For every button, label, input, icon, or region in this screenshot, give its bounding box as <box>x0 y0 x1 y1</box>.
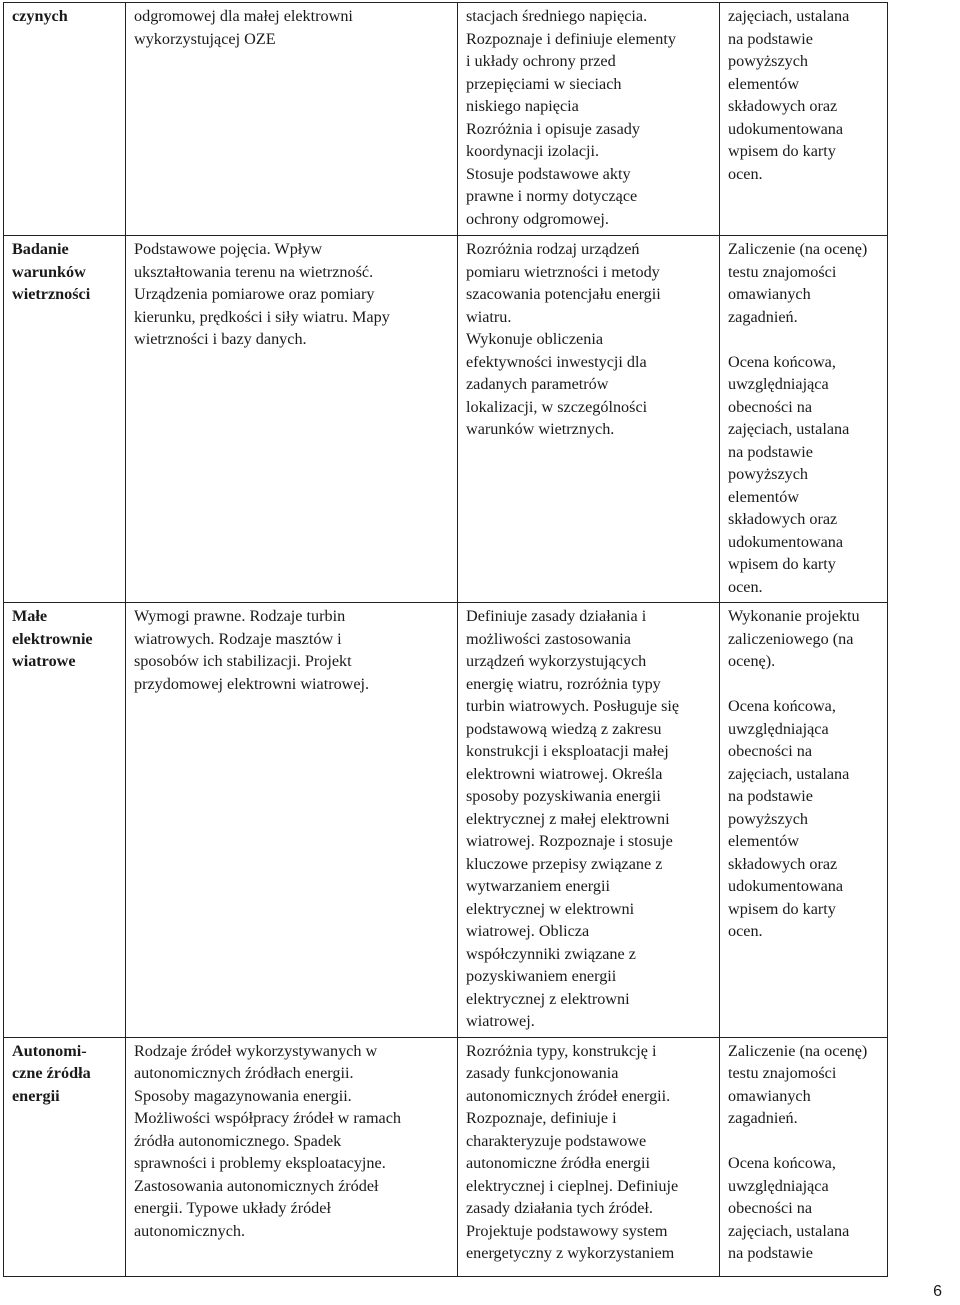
outcomes-cell <box>458 236 720 603</box>
outcomes-text: Definiuje zasady działania i możliwości zastosowania urządzeń wykorzystujących energię wiatru, rozróżnia typy turbin wiatrowych. Posługuje się podstawową wiedzą z zakresu konstrukcji i eksploatacji małej elektrowni wiatrowej. Określa sposoby pozyskiwania energii elektrycznej z małej elektrowni wiatrowej. Rozpoznaje i stosuje kluczowe przepisy związane z wytwarzaniem energii elektrycznej w elektrowni wiatrowej. Oblicza współczynniki związane z pozyskiwaniem energii elektrycznej z elektrowni wiatrowej. <box>466 607 680 1030</box>
page-number: 6 <box>933 1283 942 1300</box>
content-text: Rodzaje źródeł wykorzystywanych w autonomicznych źródłach energii. Sposoby magazynowania energii. Możliwości współpracy źródeł w ramach źródła autonomicznego. Spadek sprawności i problemy eksploatacyjne. Zastosowania autonomicznych źródeł energii. Typowe układy źródeł autonomicznych. <box>134 1041 402 1240</box>
topic-label: czynych <box>12 7 68 25</box>
table-row <box>4 1037 959 1276</box>
assessment-text: Wykonanie projektu zaliczeniowego (na ocenę). <box>728 607 860 670</box>
topic-label: Autonomi- czne źródła energii <box>12 1041 91 1105</box>
outcomes-text: stacjach średniego napięcia. Rozpoznaje i definiuje elementy i układy ochrony przed przepięciami w sieciach niskiego napięcia Rozróżnia i opisuje zasady koordynacji izolacji. Stosuje podstawowe akty prawne i normy dotyczące ochrony odgromowej. <box>466 7 676 228</box>
assessment-text: zajęciach, ustalana na podstawie powyższych elementów składowych oraz udokumentowana wpisem do karty ocen. <box>728 7 850 183</box>
content-cell <box>126 236 458 603</box>
topic-cell <box>4 3 126 236</box>
assessment-final-text: Ocena końcowa, uwzględniająca obecności na zajęciach, ustalana na podstawie powyższych elementów składowych oraz udokumentowana wpisem do karty ocen. <box>728 697 850 940</box>
content-cell <box>126 3 458 236</box>
outcomes-text: Rozróżnia typy, konstrukcję i zasady funkcjonowania autonomicznych źródeł energii. Rozpoznaje, definiuje i charakteryzuje podstawowe autonomiczne źródła energii elektrycznej i cieplnej. Definiuje zasady działania tych źródeł. Projektuje podstawowy system energetyczny z wykorzystaniem <box>466 1041 679 1262</box>
table-row <box>4 236 959 603</box>
assessment-final-text: Ocena końcowa, uwzględniająca obecności na zajęciach, ustalana na podstawie <box>728 1154 850 1262</box>
assessment-cell <box>720 1037 888 1276</box>
outcomes-cell <box>458 3 720 236</box>
table-row <box>4 603 959 1038</box>
assessment-text: Zaliczenie (na ocenę) testu znajomości omawianych zagadnień. <box>728 240 868 326</box>
assessment-cell <box>720 603 888 1038</box>
content-text: odgromowej dla małej elektrowni wykorzystującej OZE <box>134 7 353 48</box>
topic-cell <box>4 603 126 1038</box>
topic-cell <box>4 236 126 603</box>
content-text: Podstawowe pojęcia. Wpływ ukształtowania terenu na wietrzność. Urządzenia pomiarowe oraz pomiary kierunku, prędkości i siły wiatru. Mapy wietrzności i bazy danych. <box>134 240 390 348</box>
content-cell <box>126 603 458 1038</box>
table-row <box>4 3 959 236</box>
outcomes-text: Rozróżnia rodzaj urządzeń pomiaru wietrzności i metody szacowania potencjału energii wiatru. Wykonuje obliczenia efektywności inwestycji dla zadanych parametrów lokalizacji, w szczególności warunków wietrznych. <box>466 240 661 438</box>
outcomes-cell <box>458 1037 720 1276</box>
assessment-text: Zaliczenie (na ocenę) testu znajomości omawianych zagadnień. <box>728 1041 868 1127</box>
topic-label: Badanie warunków wietrzności <box>12 240 91 303</box>
topic-cell <box>4 1037 126 1276</box>
assessment-final-text: Ocena końcowa, uwzględniająca obecności na zajęciach, ustalana na podstawie powyższych elementów składowych oraz udokumentowana wpisem do karty ocen. <box>728 352 850 596</box>
outcomes-cell <box>458 603 720 1038</box>
assessment-cell <box>720 236 888 603</box>
content-text: Wymogi prawne. Rodzaje turbin wiatrowych. Rodzaje masztów i sposobów ich stabilizacji. Projekt przydomowej elektrowni wiatrowej. <box>134 607 370 693</box>
content-cell <box>126 1037 458 1276</box>
syllabus-table <box>3 2 959 1277</box>
assessment-cell <box>720 3 888 236</box>
topic-label: Małe elektrownie wiatrowe <box>12 607 93 670</box>
